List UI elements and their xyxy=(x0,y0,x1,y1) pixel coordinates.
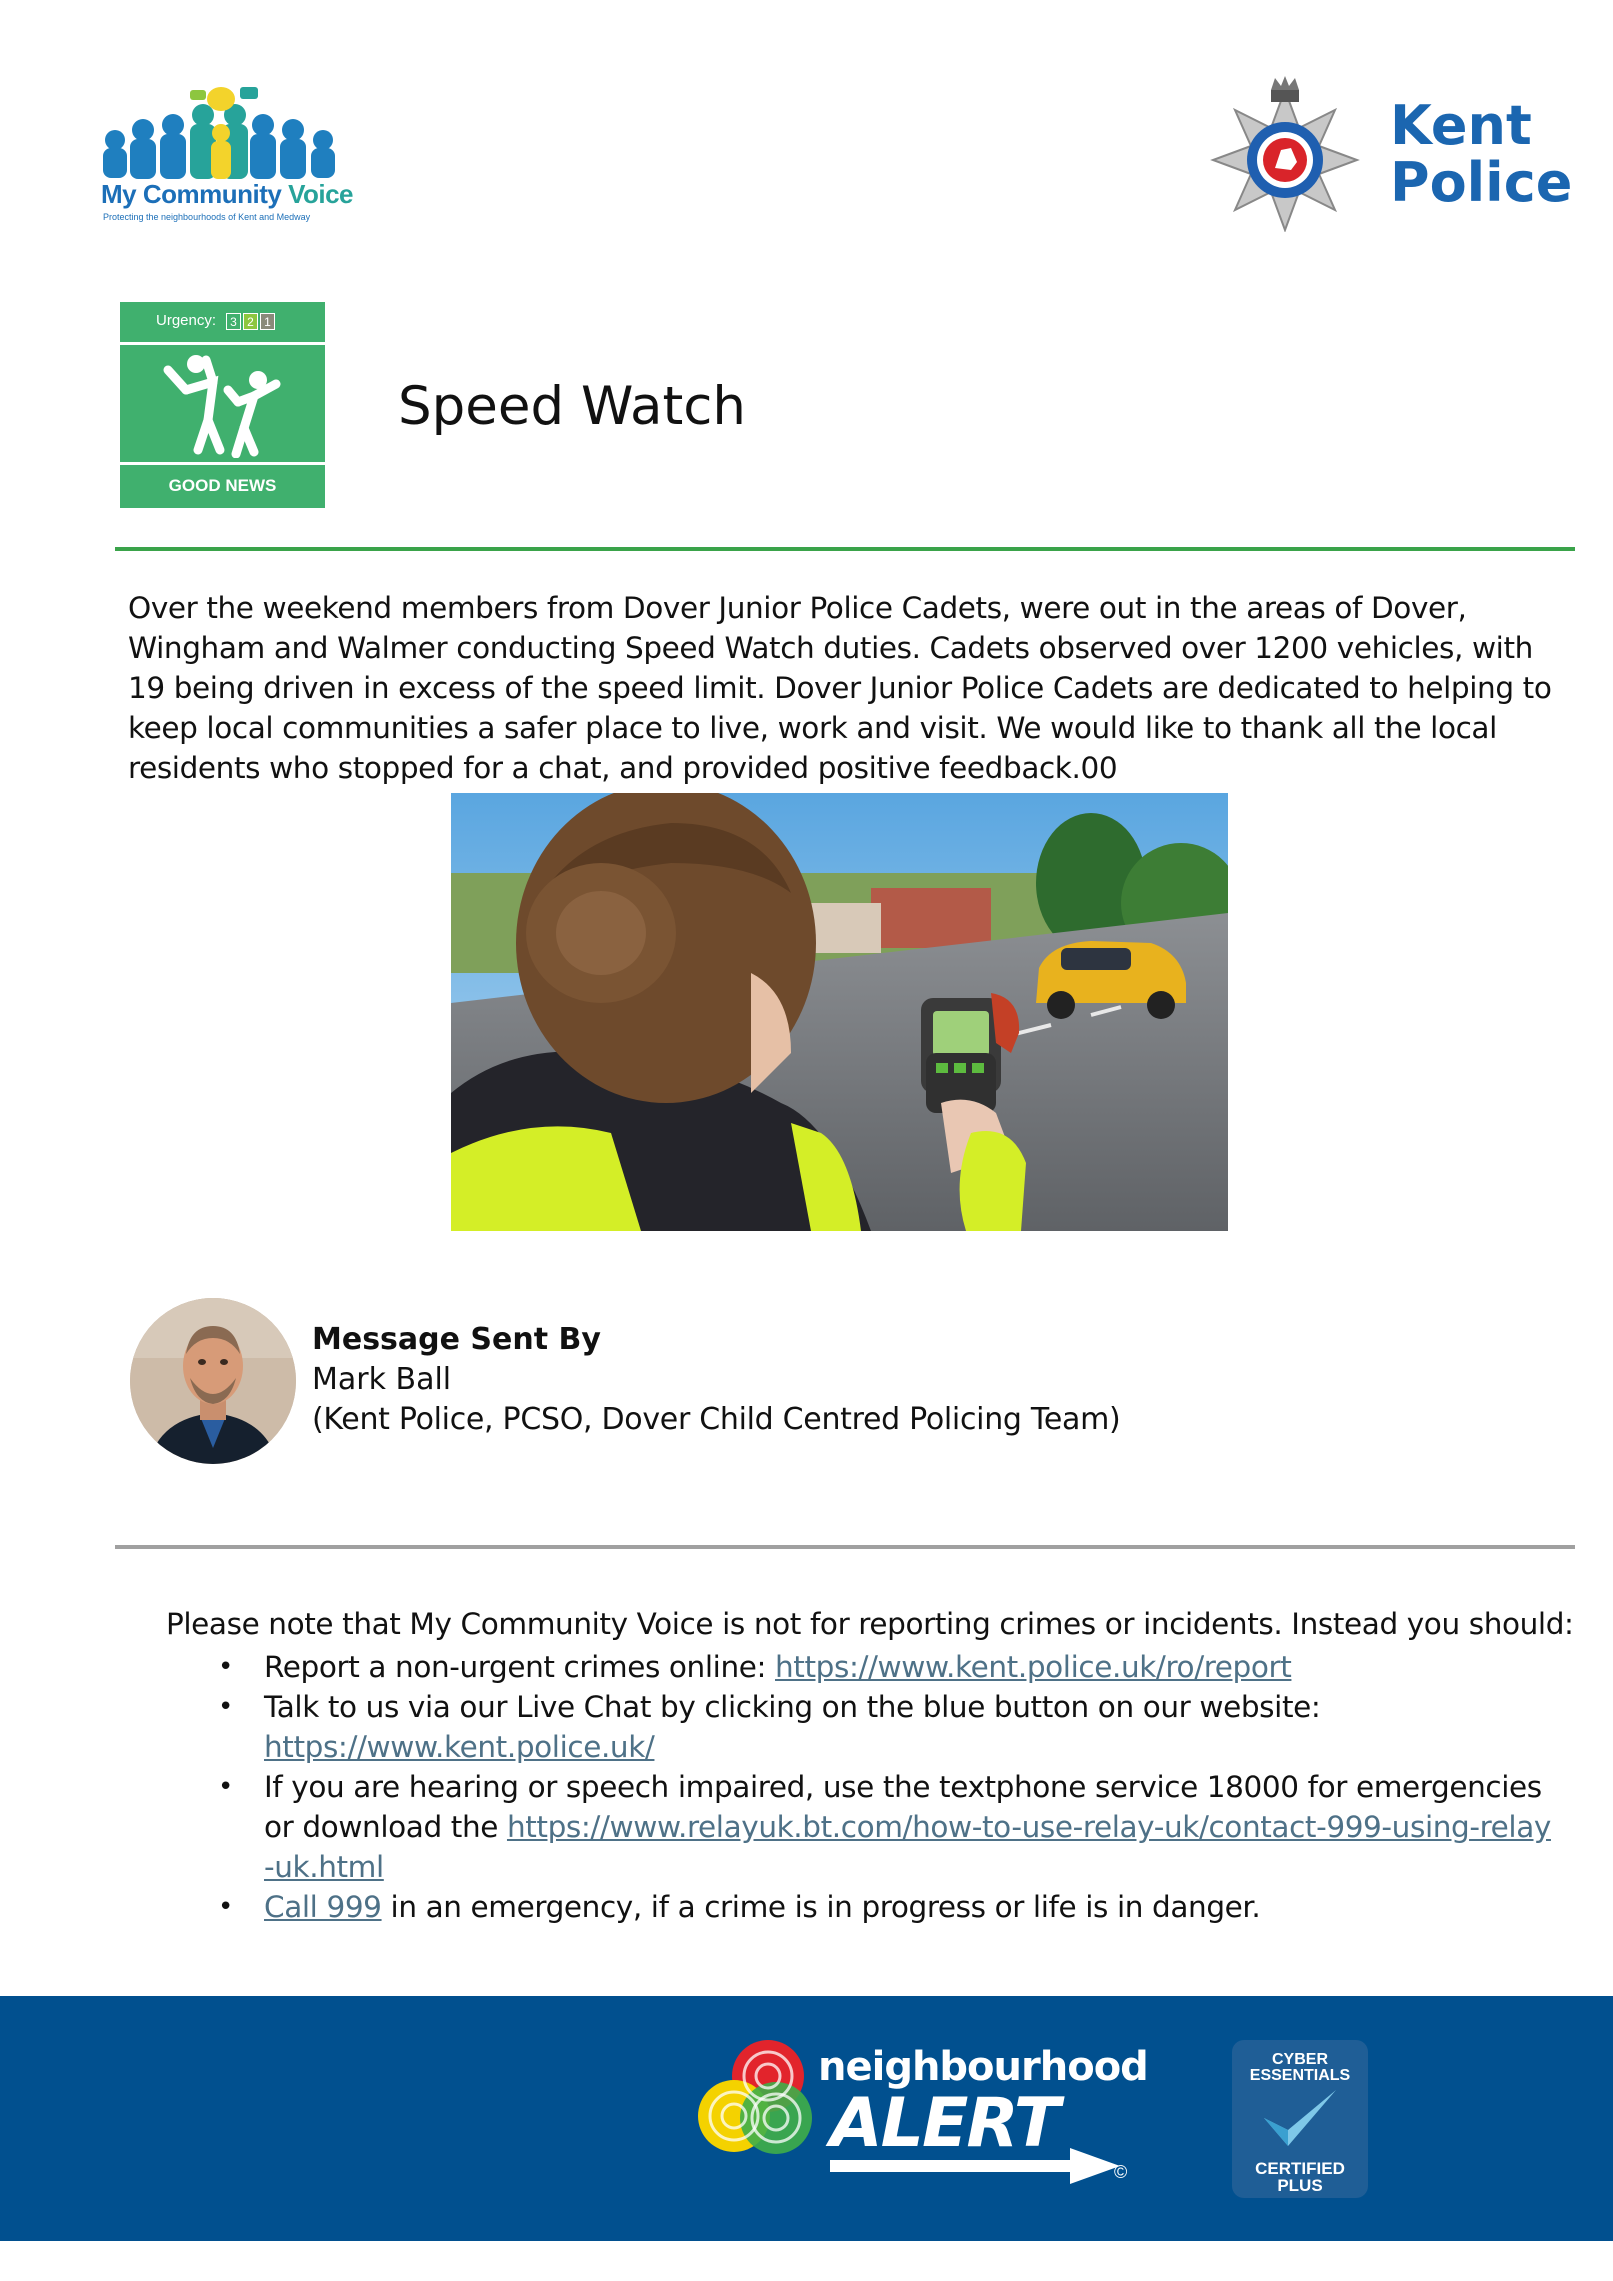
urgency-level-3: 3 xyxy=(226,313,241,330)
sender-role: (Kent Police, PCSO, Dover Child Centred Policing Team) xyxy=(312,1402,1121,1437)
speed-watch-photo xyxy=(451,793,1228,1231)
alert-circles-icon xyxy=(690,2034,820,2164)
title-divider xyxy=(115,547,1575,551)
badge-category-label: GOOD NEWS xyxy=(168,476,277,495)
notice-intro: Please note that My Community Voice is not for reporting crimes or incidents. Instead you should: xyxy=(166,1607,1574,1641)
community-crowd-icon xyxy=(95,85,355,180)
call-999-link[interactable]: Call 999 xyxy=(264,1890,382,1924)
kent-police-wordmark: Kent Police xyxy=(1390,94,1573,214)
urgency-level-1: 1 xyxy=(260,313,275,330)
relay-uk-link[interactable]: https://www.relayuk.bt.com/how-to-use-relay-uk/contact-999-using-relay-uk.html xyxy=(264,1810,1551,1884)
bullet-icon: • xyxy=(218,1892,233,1922)
arrow-icon xyxy=(830,2146,1130,2186)
urgency-bar xyxy=(120,302,325,345)
community-voice-tagline: Protecting the neighbourhoods of Kent and Medway xyxy=(103,212,311,222)
message-body: Over the weekend members from Dover Junior Police Cadets, were out in the areas of Dover, Wingham and Walmer conducting Speed Watch duties. Cadets observed over 1200 vehicles, with 19 being driven in excess of the speed limit. Dover Junior Police Cadets are dedicated to helping to keep local communities a safer place to live, work and visit. We would like to thank all the local residents who stopped for a chat, and provided positive feedback.00 xyxy=(128,591,1552,785)
list-item: • Talk to us via our Live Chat by clicking on the blue button on our website: https://www.kent.police.uk/ xyxy=(218,1687,1558,1767)
neighbourhood-alert-logo xyxy=(690,2026,1148,2186)
footer-banner xyxy=(0,1996,1613,2241)
bullet-icon: • xyxy=(218,1772,233,1802)
report-online-link[interactable]: https://www.kent.police.uk/ro/report xyxy=(775,1650,1292,1684)
certified-plus-label: CERTIFIED PLUS xyxy=(1255,2159,1345,2195)
bullet-icon: • xyxy=(218,1652,233,1682)
copyright-mark: © xyxy=(1114,2162,1128,2182)
notice-list xyxy=(218,1647,1558,1927)
bullet-icon: • xyxy=(218,1692,233,1722)
kent-police-website-link[interactable]: https://www.kent.police.uk/ xyxy=(264,1730,655,1764)
kent-police-logo xyxy=(1200,72,1595,232)
community-voice-wordmark: My Community Voice xyxy=(101,179,354,209)
urgency-level-2: 2 xyxy=(243,313,258,330)
badge-category-bar xyxy=(120,462,325,508)
checkmark-icon xyxy=(1260,2084,1340,2154)
urgency-label: Urgency: xyxy=(156,312,217,329)
sender-name: Mark Ball xyxy=(312,1362,452,1397)
cyber-essentials-label: CYBER ESSENTIALS xyxy=(1249,2051,1351,2084)
list-item: • If you are hearing or speech impaired, use the textphone service 18000 for emergencies or download the https://www.relayuk.bt.com/how-to-use-relay-uk/contact-999-using-relay-uk.html xyxy=(218,1767,1558,1887)
sender-avatar xyxy=(130,1298,296,1464)
good-news-badge xyxy=(120,302,325,508)
list-item: • Report a non-urgent crimes online: https://www.kent.police.uk/ro/report xyxy=(218,1647,1558,1687)
sender-heading: Message Sent By xyxy=(312,1322,601,1357)
list-item: • Call 999 in an emergency, if a crime is in progress or life is in danger. xyxy=(218,1887,1558,1927)
my-community-voice-logo xyxy=(95,85,355,230)
alert-wordmark: ALERT xyxy=(830,2084,1059,2163)
cyber-essentials-badge xyxy=(1232,2040,1368,2198)
celebrating-people-icon xyxy=(158,350,288,458)
neighbourhood-wordmark: neighbourhood xyxy=(818,2044,1148,2090)
notice-divider xyxy=(115,1545,1575,1549)
page-title: Speed Watch xyxy=(398,376,746,437)
police-star-crest-icon xyxy=(1200,72,1370,232)
